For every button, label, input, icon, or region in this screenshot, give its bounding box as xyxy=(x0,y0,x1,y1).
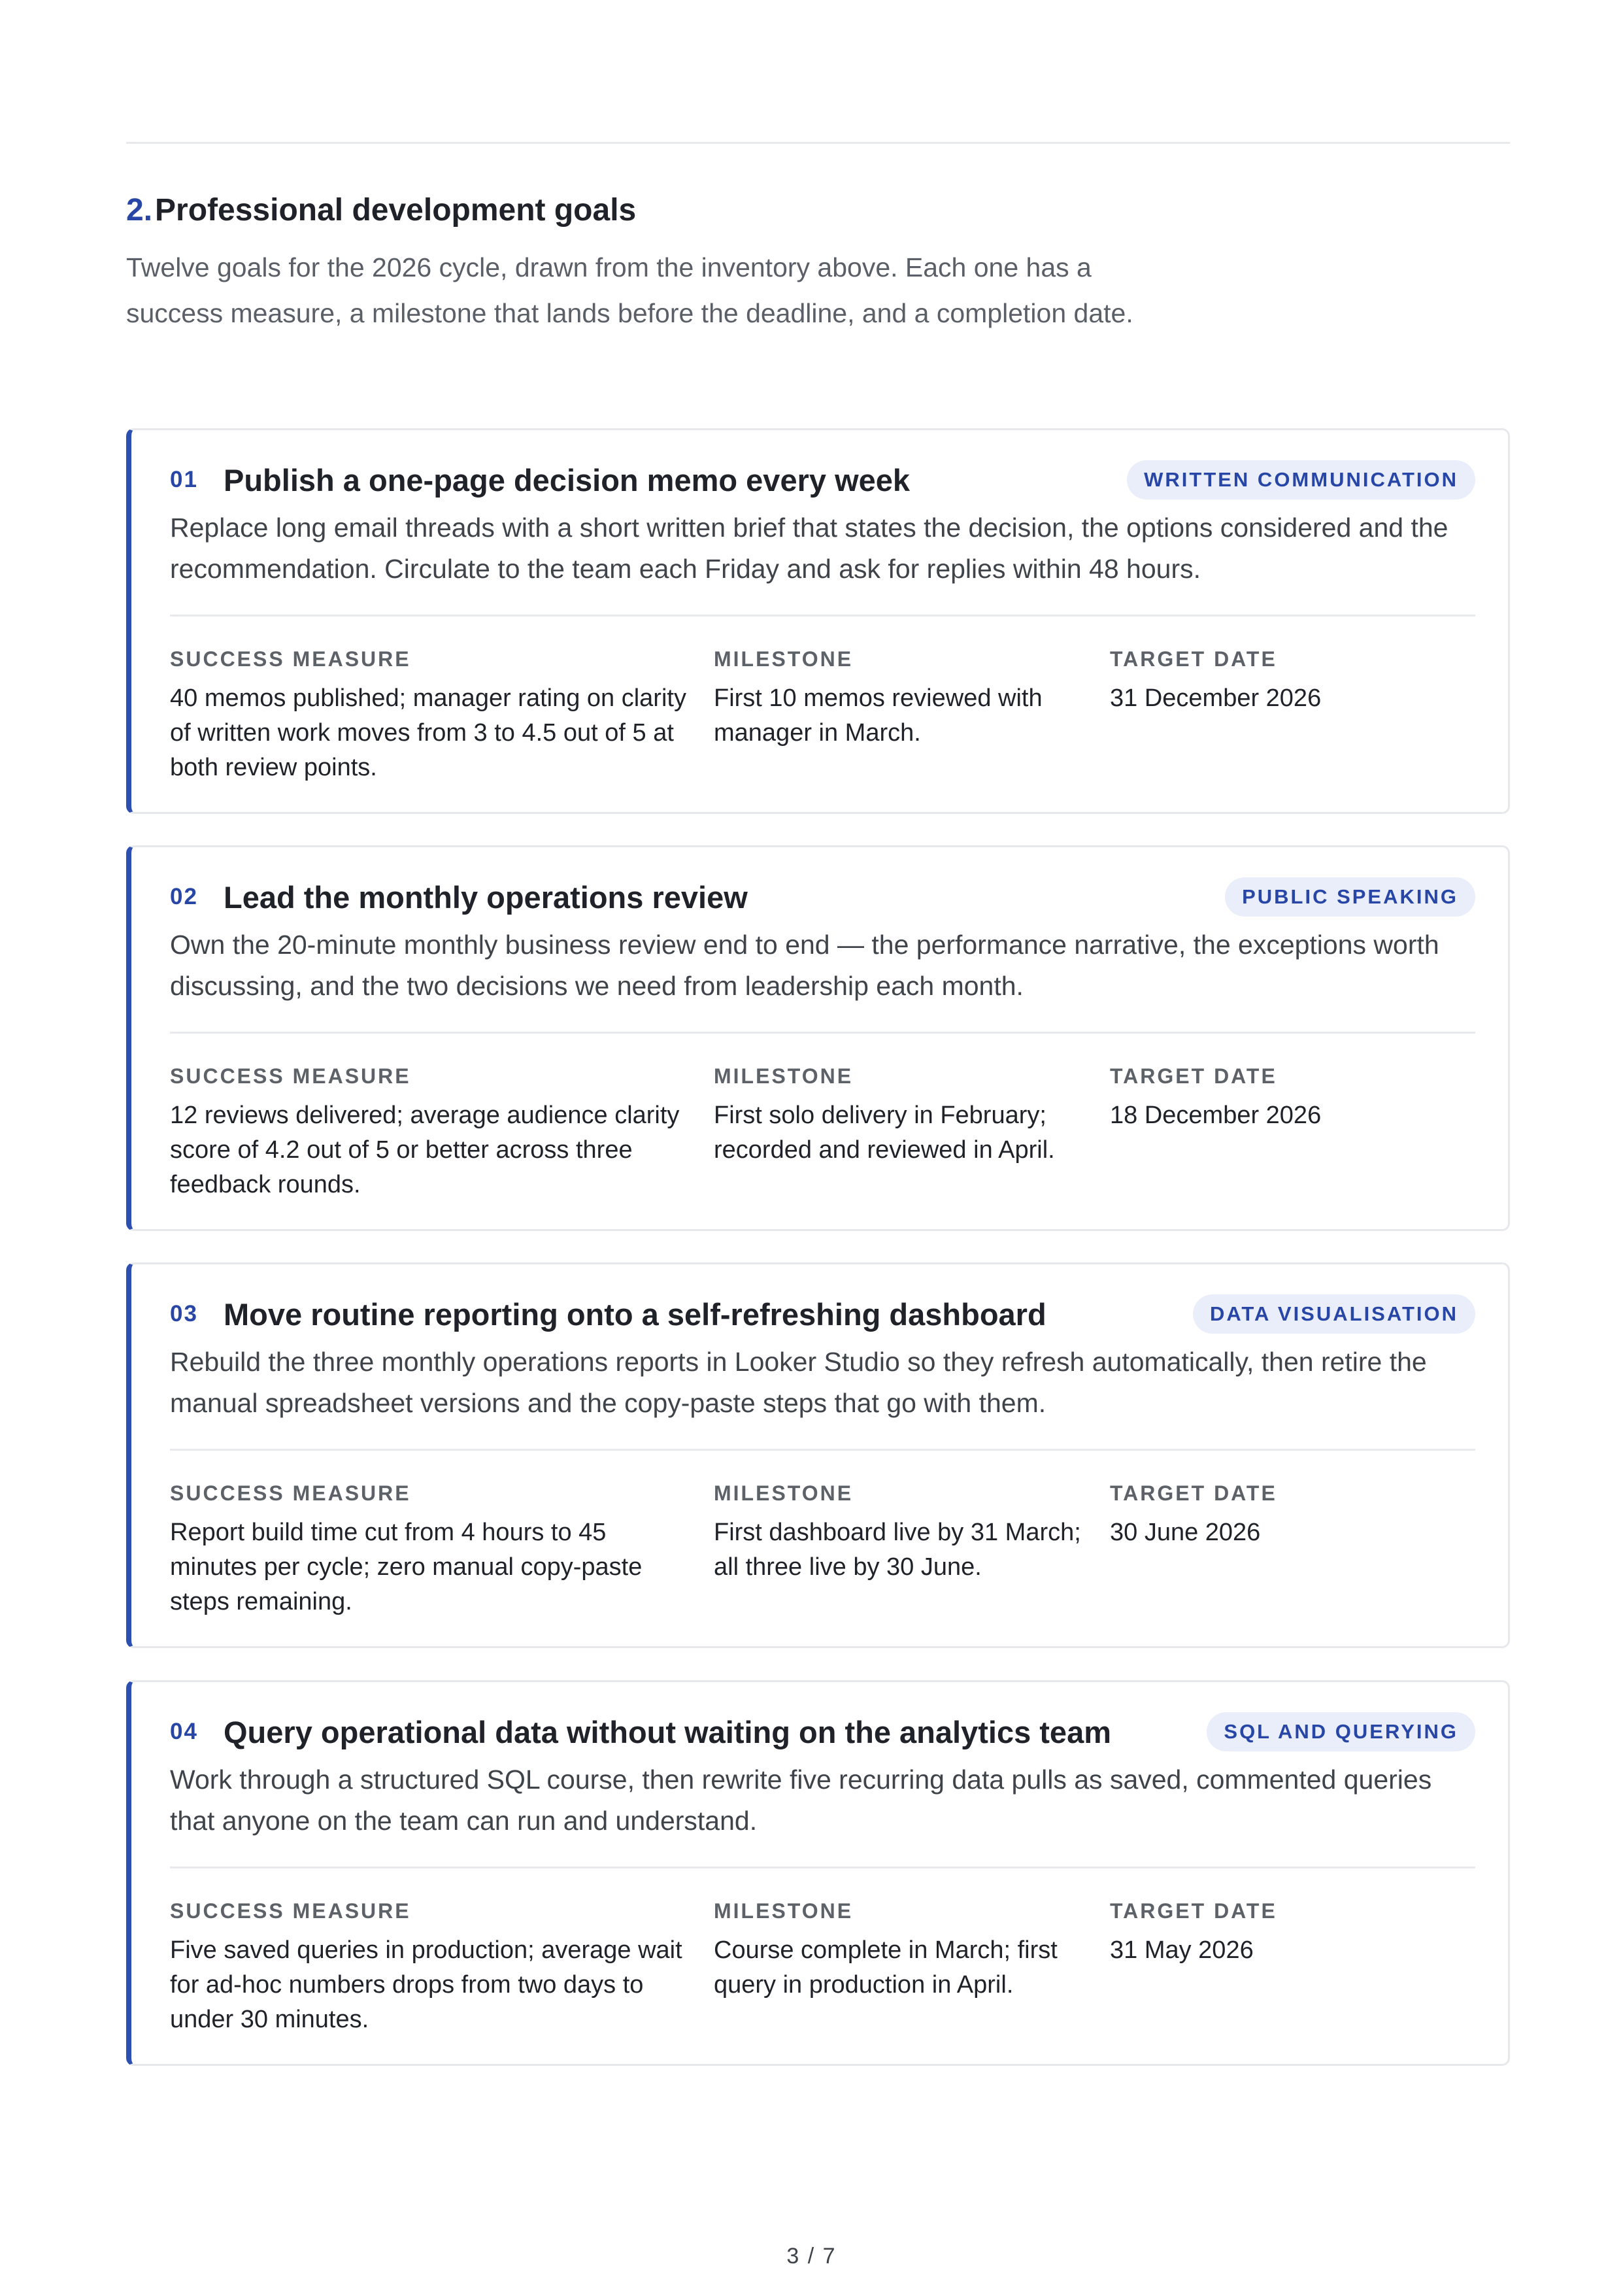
goal-divider xyxy=(170,615,1475,616)
goal-title: Lead the monthly operations review xyxy=(224,879,748,915)
section-number: 2. xyxy=(126,193,153,228)
success-measure-block xyxy=(170,1063,693,1202)
page-number: 3 / 7 xyxy=(786,2244,837,2269)
goal-title: Move routine reporting onto a self-refreshing dashboard xyxy=(224,1296,1046,1332)
milestone-label: MILESTONE xyxy=(714,1481,854,1505)
success-measure-block xyxy=(170,1898,693,2037)
success-measure-label: SUCCESS MEASURE xyxy=(170,1899,411,1923)
success-measure-value: Five saved queries in production; average wait for ad-hoc numbers drops from two days to under 30 minutes. xyxy=(170,1936,682,2033)
goal-divider xyxy=(170,1449,1475,1451)
section-title: Professional development goals xyxy=(155,193,637,228)
target-date-block xyxy=(1110,1480,1476,1550)
section-heading xyxy=(126,187,636,234)
goal-category-tag: WRITTEN COMMUNICATION xyxy=(1127,460,1475,499)
section-intro: Twelve goals for the 2026 cycle, drawn from the inventory above. Each one has a success measure, a milestone that lands before the deadline, and a completion date. xyxy=(126,252,1133,328)
goal-header xyxy=(170,876,1475,918)
target-date-block xyxy=(1110,1898,1476,1968)
top-divider xyxy=(126,142,1510,144)
milestone-label: MILESTONE xyxy=(714,1064,854,1088)
success-measure-block xyxy=(170,646,693,785)
goal-card-01 xyxy=(126,428,1510,814)
target-date-label: TARGET DATE xyxy=(1110,1481,1277,1505)
goal-card-03 xyxy=(126,1262,1510,1648)
target-date-label: TARGET DATE xyxy=(1110,647,1277,671)
target-date-label: TARGET DATE xyxy=(1110,1064,1277,1088)
target-date-block xyxy=(1110,1063,1476,1133)
goal-title: Publish a one-page decision memo every week xyxy=(224,462,911,498)
goal-description: Work through a structured SQL course, then rewrite five recurring data pulls as saved, commented queries that anyone on the team can run and understand. xyxy=(170,1764,1432,1836)
goal-title: Query operational data without waiting on the analytics team xyxy=(224,1714,1111,1749)
target-date-block xyxy=(1110,646,1476,716)
milestone-value: Course complete in March; first query in production in April. xyxy=(714,1936,1058,1999)
milestone-block xyxy=(714,1063,1093,1168)
goal-category-tag: SQL AND QUERYING xyxy=(1207,1712,1475,1751)
success-measure-value: 12 reviews delivered; average audience clarity score of 4.2 out of 5 or better across three feedback rounds. xyxy=(170,1102,680,1198)
goal-number: 03 xyxy=(170,1301,198,1326)
goal-description: Rebuild the three monthly operations reports in Looker Studio so they refresh automatically, then retire the manual spreadsheet versions and the copy-paste steps that go with them. xyxy=(170,1347,1427,1418)
goal-description: Own the 20-minute monthly business review end to end — the performance narrative, the exceptions worth discussing, and the two decisions we need from leadership each month. xyxy=(170,930,1439,1001)
milestone-value: First 10 memos reviewed with manager in March. xyxy=(714,684,1043,747)
goal-card-02 xyxy=(126,845,1510,1231)
milestone-label: MILESTONE xyxy=(714,647,854,671)
target-date-value: 18 December 2026 xyxy=(1110,1102,1322,1129)
success-measure-value: 40 memos published; manager rating on clarity of written work moves from 3 to 4.5 out of 5 at both review points. xyxy=(170,684,686,781)
goal-header xyxy=(170,1293,1475,1335)
milestone-block xyxy=(714,1480,1093,1585)
milestone-block xyxy=(714,1898,1093,2002)
milestone-block xyxy=(714,646,1093,751)
success-measure-label: SUCCESS MEASURE xyxy=(170,1481,411,1505)
goal-description: Replace long email threads with a short written brief that states the decision, the options considered and the recommendation. Circulate to the team each Friday and ask for replies within 48 hours. xyxy=(170,513,1448,584)
success-measure-label: SUCCESS MEASURE xyxy=(170,1064,411,1088)
target-date-label: TARGET DATE xyxy=(1110,1899,1277,1923)
milestone-value: First solo delivery in February; recorded and reviewed in April. xyxy=(714,1102,1055,1164)
goal-number: 01 xyxy=(170,467,198,492)
goal-card-04 xyxy=(126,1680,1510,2066)
goal-header xyxy=(170,1711,1475,1753)
goal-number: 04 xyxy=(170,1719,198,1744)
goal-category-tag: PUBLIC SPEAKING xyxy=(1225,877,1475,917)
target-date-value: 31 May 2026 xyxy=(1110,1936,1254,1964)
goal-header xyxy=(170,459,1475,501)
success-measure-value: Report build time cut from 4 hours to 45 minutes per cycle; zero manual copy-paste steps remaining. xyxy=(170,1519,643,1615)
success-measure-block xyxy=(170,1480,693,1619)
goal-category-tag: DATA VISUALISATION xyxy=(1193,1294,1475,1334)
goal-divider xyxy=(170,1032,1475,1034)
success-measure-label: SUCCESS MEASURE xyxy=(170,647,411,671)
goal-divider xyxy=(170,1866,1475,1868)
target-date-value: 31 December 2026 xyxy=(1110,684,1322,712)
goal-number: 02 xyxy=(170,884,198,909)
target-date-value: 30 June 2026 xyxy=(1110,1519,1261,1546)
milestone-value: First dashboard live by 31 March; all three live by 30 June. xyxy=(714,1519,1081,1581)
milestone-label: MILESTONE xyxy=(714,1899,854,1923)
